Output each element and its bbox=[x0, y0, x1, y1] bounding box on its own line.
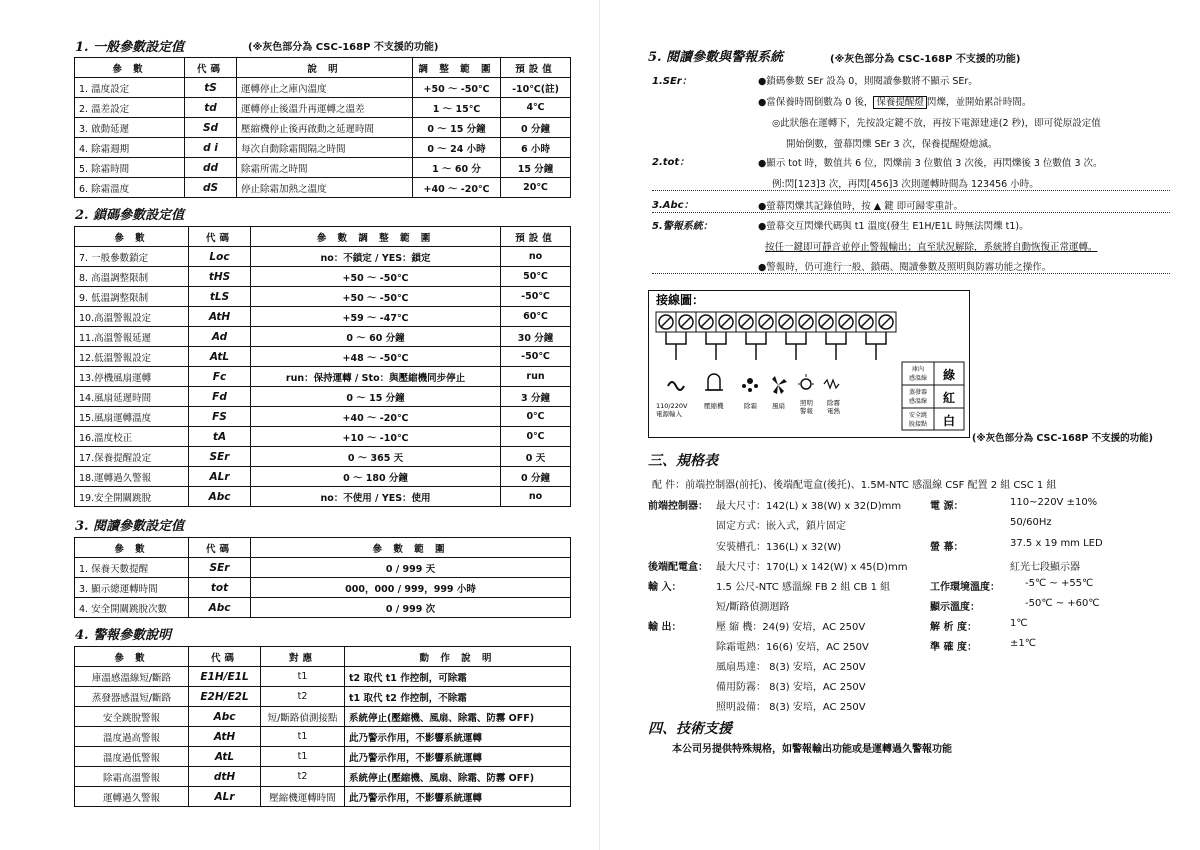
table-cell: 除霜高溫警報 bbox=[75, 767, 189, 787]
table-cell: -50℃ bbox=[501, 287, 571, 307]
divider bbox=[652, 273, 1170, 274]
spec-label: 輸 出： bbox=[648, 622, 682, 633]
divider bbox=[652, 212, 1170, 213]
table-cell: Fc bbox=[189, 367, 251, 387]
table-cell: 0 ～ 15 分鐘 bbox=[251, 387, 501, 407]
wiring-diagram bbox=[648, 290, 970, 438]
spec-value: 1℃ bbox=[1010, 618, 1028, 629]
table-row bbox=[75, 247, 571, 267]
table-cell: run：保持運轉 / Sto：與壓縮機同步停止 bbox=[251, 367, 501, 387]
svg-text:除霜: 除霜 bbox=[744, 402, 757, 410]
table-cell: tLS bbox=[189, 287, 251, 307]
table-cell: 15 分鐘 bbox=[501, 158, 571, 178]
table-cell: 4℃ bbox=[501, 98, 571, 118]
table-cell: 17.保養提醒設定 bbox=[75, 447, 189, 467]
table-cell: t1 bbox=[261, 727, 345, 747]
alarm-line: ●警報時，仍可進行一般、鎖碼、閱讀參數及照明與防霧功能之操作。 bbox=[758, 262, 1052, 273]
table-cell: 0 ～ 24 小時 bbox=[413, 138, 501, 158]
ser-line: 開始倒數，螢幕閃爍 SEr 3 次，保養提醒燈熄滅。 bbox=[786, 139, 998, 150]
table-row bbox=[75, 787, 571, 807]
spec-label: 前端控制器： bbox=[648, 501, 708, 512]
table-cell: Loc bbox=[189, 247, 251, 267]
section1-title: 1. 一般參數設定值 bbox=[75, 40, 185, 55]
table-cell: 1 ～ 15℃ bbox=[413, 98, 501, 118]
table-cell: 8. 高溫調整限制 bbox=[75, 267, 189, 287]
table-cell: 運轉停止之庫內溫度 bbox=[237, 78, 413, 98]
right-page bbox=[600, 0, 1200, 850]
table-row bbox=[75, 727, 571, 747]
table-cell: AtL bbox=[189, 747, 261, 767]
table-row bbox=[75, 598, 571, 618]
side-label: 脫接點 bbox=[908, 421, 928, 428]
table-cell: 6 小時 bbox=[501, 138, 571, 158]
table-cell: +10 ～ -10℃ bbox=[251, 427, 501, 447]
spec-label: 輸 入： bbox=[648, 582, 682, 593]
table-cell: 系統停止(壓縮機、風扇、除霜、防霧 OFF) bbox=[345, 707, 571, 727]
table-cell: 20℃ bbox=[501, 178, 571, 198]
spec-value: 除霜電熱：16(6) 安培，AC 250V bbox=[716, 642, 869, 653]
ser-line-part: ●當保養時間倒數為 0 後， bbox=[758, 97, 874, 108]
spec-value: 備用防霧： 8(3) 安培，AC 250V bbox=[716, 682, 866, 693]
header-cell: 參 數 bbox=[75, 647, 189, 667]
section3-title: 3. 閱讀參數設定值 bbox=[75, 519, 185, 534]
table-cell: Abc bbox=[189, 707, 261, 727]
table-cell: 運轉過久警報 bbox=[75, 787, 189, 807]
table-cell: 運轉停止後溫升再運轉之溫差 bbox=[237, 98, 413, 118]
spec-value: -50℃ ~ +60℃ bbox=[1025, 598, 1100, 609]
table-cell: 蒸發器感溫短/斷路 bbox=[75, 687, 189, 707]
maintenance-lamp-label: 保養提醒燈 bbox=[873, 96, 927, 109]
svg-text:警報: 警報 bbox=[800, 407, 813, 415]
table-cell: -10℃(註) bbox=[501, 78, 571, 98]
table-cell: AtH bbox=[189, 307, 251, 327]
spec-value: 最大尺寸：170(L) x 142(W) x 45(D)mm bbox=[716, 562, 908, 573]
table-header-row bbox=[75, 227, 571, 247]
table-cell: Ad bbox=[189, 327, 251, 347]
table-cell: -50℃ bbox=[501, 347, 571, 367]
spec-value: 風扇馬達： 8(3) 安培，AC 250V bbox=[716, 662, 866, 673]
header-cell: 參 數 調 整 範 圍 bbox=[251, 227, 501, 247]
table-header-row bbox=[75, 58, 571, 78]
spec-value: 37.5 x 19 mm LED bbox=[1010, 538, 1103, 549]
wire-color-red: 紅 bbox=[942, 391, 956, 405]
table-cell: 15.風扇運轉溫度 bbox=[75, 407, 189, 427]
table-cell: 此乃警示作用，不影響系統運轉 bbox=[345, 727, 571, 747]
table-cell: 5. 除霜時間 bbox=[75, 158, 185, 178]
ser-line: ●鎖碼參數 SEr 設為 0，則閱讀參數將不顯示 SEr。 bbox=[758, 76, 978, 87]
table-cell: 1. 溫度設定 bbox=[75, 78, 185, 98]
side-label: 感溫線 bbox=[908, 375, 928, 382]
header-cell: 參 數 bbox=[75, 58, 185, 78]
table-cell: t1 取代 t2 作控制，不除霜 bbox=[345, 687, 571, 707]
table-cell: 7. 一般參數鎖定 bbox=[75, 247, 189, 267]
section5-title: 5. 閱讀參數與警報系統 bbox=[648, 50, 784, 65]
table-cell: 0 ～ 15 分鐘 bbox=[413, 118, 501, 138]
spec-label: 電 源： bbox=[930, 501, 964, 512]
table-cell: 2. 溫差設定 bbox=[75, 98, 185, 118]
table-cell: 16.溫度校正 bbox=[75, 427, 189, 447]
table-cell: 19.安全開關跳脫 bbox=[75, 487, 189, 507]
ser-line bbox=[758, 94, 1031, 108]
table-cell: 12.低溫警報設定 bbox=[75, 347, 189, 367]
table-row bbox=[75, 767, 571, 787]
table-cell: 安全跳脫警報 bbox=[75, 707, 189, 727]
table-cell: E2H/E2L bbox=[189, 687, 261, 707]
table-row bbox=[75, 558, 571, 578]
table-row bbox=[75, 687, 571, 707]
table-cell: 0 ～ 365 天 bbox=[251, 447, 501, 467]
table-cell: 溫度過低警報 bbox=[75, 747, 189, 767]
table-cell: 10.高溫警報設定 bbox=[75, 307, 189, 327]
table-cell: 000，000 / 999，999 小時 bbox=[251, 578, 571, 598]
side-label: 庫內 bbox=[911, 366, 925, 373]
support-text: 本公司另提供特殊規格，如警報輸出功能或是運轉過久警報功能 bbox=[672, 744, 952, 755]
table-cell: +59 ～ -47℃ bbox=[251, 307, 501, 327]
header-cell: 預設值 bbox=[501, 58, 571, 78]
table-cell: 0 / 999 次 bbox=[251, 598, 571, 618]
table-row bbox=[75, 118, 571, 138]
table-row bbox=[75, 327, 571, 347]
table-cell: no bbox=[501, 247, 571, 267]
table-cell: 4. 除霜週期 bbox=[75, 138, 185, 158]
table-cell: 3 分鐘 bbox=[501, 387, 571, 407]
table-cell: dtH bbox=[189, 767, 261, 787]
ser-label: 1.SEr： bbox=[652, 76, 692, 87]
table-cell: 60℃ bbox=[501, 307, 571, 327]
table-cell: no bbox=[501, 487, 571, 507]
table-cell: SEr bbox=[189, 447, 251, 467]
table-cell: 0℃ bbox=[501, 407, 571, 427]
spec-label: 準 確 度： bbox=[930, 642, 977, 653]
table-row bbox=[75, 387, 571, 407]
table-cell: Sd bbox=[185, 118, 237, 138]
read-params-table bbox=[74, 537, 571, 618]
table-row bbox=[75, 78, 571, 98]
header-cell: 參 數 bbox=[75, 227, 189, 247]
spec-value: 固定方式：嵌入式，鎖片固定 bbox=[716, 521, 846, 532]
table-cell: +48 ～ -50℃ bbox=[251, 347, 501, 367]
table-cell: SEr bbox=[189, 558, 251, 578]
table-row bbox=[75, 578, 571, 598]
table-cell: +50 ～ -50℃ bbox=[251, 287, 501, 307]
table-cell: td bbox=[185, 98, 237, 118]
table-cell: 除霜所需之時間 bbox=[237, 158, 413, 178]
alarm-params-table bbox=[74, 646, 571, 807]
ser-line-part: 閃爍，並開始累計時間。 bbox=[926, 97, 1032, 108]
table-cell: 6. 除霜溫度 bbox=[75, 178, 185, 198]
table-cell: t2 取代 t1 作控制，可除霜 bbox=[345, 667, 571, 687]
table-cell: Abc bbox=[189, 598, 251, 618]
svg-text:110/220V: 110/220V bbox=[656, 402, 688, 410]
table-cell: tA bbox=[189, 427, 251, 447]
header-cell: 調 整 範 圍 bbox=[413, 58, 501, 78]
table-cell: 1 ～ 60 分 bbox=[413, 158, 501, 178]
section1-note: (※灰色部分為 CSC-168P 不支援的功能) bbox=[248, 42, 439, 53]
header-cell: 參 數 範 圍 bbox=[251, 538, 571, 558]
abc-label: 3.Abc： bbox=[652, 200, 694, 211]
spec-value: 1.5 公尺-NTC 感溫線 FB 2 組 CB 1 組 bbox=[716, 582, 891, 593]
table-cell: 壓縮機停止後再啟動之延遲時間 bbox=[237, 118, 413, 138]
spec-value: 壓 縮 機：24(9) 安培，AC 250V bbox=[716, 622, 866, 633]
table-cell: 0 ～ 60 分鐘 bbox=[251, 327, 501, 347]
table-cell: t2 bbox=[261, 767, 345, 787]
table-cell: AtL bbox=[189, 347, 251, 367]
table-cell: 0 / 999 天 bbox=[251, 558, 571, 578]
section-spec-title: 三、規格表 bbox=[648, 453, 718, 469]
table-cell: 溫度過高警報 bbox=[75, 727, 189, 747]
side-label: 感溫線 bbox=[908, 398, 928, 405]
alarm-line: 按任一鍵即可靜音並停止警報輸出；直至狀況解除，系統將自動恢復正常運轉。 bbox=[765, 242, 1098, 253]
table-row bbox=[75, 267, 571, 287]
section-support-title: 四、技術支援 bbox=[648, 721, 732, 737]
table-row bbox=[75, 158, 571, 178]
tot-label: 2.tot： bbox=[652, 157, 690, 168]
table-cell: ALr bbox=[189, 467, 251, 487]
alarm-label: 5.警報系統： bbox=[652, 221, 713, 232]
table-cell: +50 ～ -50℃ bbox=[251, 267, 501, 287]
header-cell: 說 明 bbox=[237, 58, 413, 78]
table-cell: 9. 低溫調整限制 bbox=[75, 287, 189, 307]
table-cell: 短/斷路偵測接點 bbox=[261, 707, 345, 727]
table-cell: run bbox=[501, 367, 571, 387]
spec-parts: 配 件：前端控制器(前托)、後端配電盒(後托)、1.5M-NTC 感溫線 CSF 配置 2 組 CSC 1 組 bbox=[652, 480, 1057, 491]
spec-label: 顯示溫度： bbox=[930, 602, 980, 613]
spec-value: 照明設備： 8(3) 安培，AC 250V bbox=[716, 702, 866, 713]
table-cell: 1. 保養天數提醒 bbox=[75, 558, 189, 578]
table-cell: no：不使用 / YES：使用 bbox=[251, 487, 501, 507]
table-cell: Abc bbox=[189, 487, 251, 507]
spec-value: -5℃ ~ +55℃ bbox=[1025, 578, 1094, 589]
spec-value: 短/斷路偵測迴路 bbox=[716, 602, 790, 613]
svg-text:風扇: 風扇 bbox=[772, 402, 785, 410]
table-cell: FS bbox=[189, 407, 251, 427]
header-cell: 代碼 bbox=[185, 58, 237, 78]
table-cell: 50℃ bbox=[501, 267, 571, 287]
header-cell: 動 作 說 明 bbox=[345, 647, 571, 667]
table-cell: 0 ～ 180 分鐘 bbox=[251, 467, 501, 487]
table-row bbox=[75, 427, 571, 447]
alarm-line: ●螢幕交互閃爍代碼與 t1 溫度(發生 E1H/E1L 時無法閃爍 t1)。 bbox=[758, 221, 1029, 232]
table-cell: t1 bbox=[261, 667, 345, 687]
wire-color-green: 綠 bbox=[942, 368, 956, 382]
table-cell: 30 分鐘 bbox=[501, 327, 571, 347]
section2-title: 2. 鎖碼參數設定值 bbox=[75, 208, 185, 223]
table-row bbox=[75, 307, 571, 327]
table-cell: +40 ～ -20℃ bbox=[413, 178, 501, 198]
table-cell: 13.停機風扇運轉 bbox=[75, 367, 189, 387]
tot-line: 例:閃[123]3 次，再閃[456]3 次則運轉時間為 123456 小時。 bbox=[772, 179, 1039, 190]
table-cell: +50 ～ -50℃ bbox=[413, 78, 501, 98]
table-cell: tHS bbox=[189, 267, 251, 287]
divider bbox=[652, 190, 1170, 191]
spec-label: 螢 幕： bbox=[930, 542, 964, 553]
header-cell: 預設值 bbox=[501, 227, 571, 247]
svg-text:除霧: 除霧 bbox=[827, 399, 840, 407]
table-cell: 停止除霜加熱之溫度 bbox=[237, 178, 413, 198]
table-cell: 0 分鐘 bbox=[501, 118, 571, 138]
section4-title: 4. 警報參數說明 bbox=[75, 628, 172, 643]
table-cell: t1 bbox=[261, 747, 345, 767]
lock-params-table bbox=[74, 226, 571, 507]
table-cell: +40 ～ -20℃ bbox=[251, 407, 501, 427]
tot-line: ●顯示 tot 時，數值共 6 位，閃爍前 3 位數值 3 次後，再閃爍後 3 位數值 3 次。 bbox=[758, 158, 1103, 169]
table-cell: 14.風扇延遲時間 bbox=[75, 387, 189, 407]
table-cell: 4. 安全開關跳脫次數 bbox=[75, 598, 189, 618]
table-cell: 3. 顯示總運轉時間 bbox=[75, 578, 189, 598]
table-cell: 11.高溫警報延遲 bbox=[75, 327, 189, 347]
table-cell: AtH bbox=[189, 727, 261, 747]
header-cell: 參 數 bbox=[75, 538, 189, 558]
table-cell: dS bbox=[185, 178, 237, 198]
table-cell: 此乃警示作用，不影響系統運轉 bbox=[345, 787, 571, 807]
table-cell: E1H/E1L bbox=[189, 667, 261, 687]
header-cell: 代碼 bbox=[189, 647, 261, 667]
table-cell: d i bbox=[185, 138, 237, 158]
table-cell: t2 bbox=[261, 687, 345, 707]
table-cell: 0℃ bbox=[501, 427, 571, 447]
side-label: 安全跳 bbox=[908, 412, 928, 419]
table-header-row bbox=[75, 647, 571, 667]
table-cell: 0 分鐘 bbox=[501, 467, 571, 487]
table-cell: 3. 啟動延遲 bbox=[75, 118, 185, 138]
spec-label: 解 析 度： bbox=[930, 622, 977, 633]
svg-text:壓縮機: 壓縮機 bbox=[704, 402, 724, 410]
general-params-table bbox=[74, 57, 571, 198]
table-header-row bbox=[75, 538, 571, 558]
table-cell: 壓縮機運轉時間 bbox=[261, 787, 345, 807]
wiring-title: 接線圖： bbox=[656, 293, 705, 307]
table-cell: Fd bbox=[189, 387, 251, 407]
table-row bbox=[75, 138, 571, 158]
wire-color-white: 白 bbox=[942, 414, 956, 428]
spec-value: 安裝槽孔：136(L) x 32(W) bbox=[716, 542, 842, 553]
table-row bbox=[75, 707, 571, 727]
abc-line: ●螢幕閃爍其記錄值時，按 ▲ 鍵 即可歸零重計。 bbox=[758, 201, 964, 212]
table-row bbox=[75, 407, 571, 427]
table-cell: tot bbox=[189, 578, 251, 598]
ser-line: ◎此狀態在運轉下，先按設定鍵不放，再按下電源建達(2 秒)，即可從原設定值 bbox=[772, 118, 1101, 129]
table-cell: 18.運轉過久警報 bbox=[75, 467, 189, 487]
table-row bbox=[75, 98, 571, 118]
table-row bbox=[75, 467, 571, 487]
spec-value: ±1℃ bbox=[1010, 638, 1036, 649]
svg-text:照明: 照明 bbox=[800, 399, 813, 407]
table-cell: no：不鎖定 / YES：鎖定 bbox=[251, 247, 501, 267]
wiring-note: (※灰色部分為 CSC-168P 不支援的功能) bbox=[972, 433, 1153, 444]
svg-text:電熱: 電熱 bbox=[827, 407, 840, 415]
header-cell: 對應 bbox=[261, 647, 345, 667]
table-row bbox=[75, 287, 571, 307]
table-cell: 庫溫感溫線短/斷路 bbox=[75, 667, 189, 687]
spec-value: 50/60Hz bbox=[1010, 517, 1052, 528]
svg-text:電源輸入: 電源輸入 bbox=[656, 410, 682, 418]
table-row bbox=[75, 178, 571, 198]
table-cell: 此乃警示作用，不影響系統運轉 bbox=[345, 747, 571, 767]
spec-label: 後端配電盒： bbox=[648, 562, 708, 573]
table-row bbox=[75, 487, 571, 507]
side-label: 蒸發器 bbox=[908, 389, 928, 396]
table-cell: tS bbox=[185, 78, 237, 98]
table-row bbox=[75, 347, 571, 367]
table-cell: 每次自動除霜間隔之時間 bbox=[237, 138, 413, 158]
spec-label: 工作環境溫度： bbox=[930, 582, 1000, 593]
table-cell: 系統停止(壓縮機、風扇、除霜、防霧 OFF) bbox=[345, 767, 571, 787]
spec-value: 紅光七段顯示器 bbox=[1010, 562, 1080, 573]
header-cell: 代碼 bbox=[189, 538, 251, 558]
header-cell: 代碼 bbox=[189, 227, 251, 247]
table-cell: 0 天 bbox=[501, 447, 571, 467]
table-row bbox=[75, 367, 571, 387]
table-row bbox=[75, 667, 571, 687]
spec-value: 最大尺寸：142(L) x 38(W) x 32(D)mm bbox=[716, 501, 902, 512]
section5-note: (※灰色部分為 CSC-168P 不支援的功能) bbox=[830, 54, 1021, 65]
table-cell: ALr bbox=[189, 787, 261, 807]
table-row bbox=[75, 447, 571, 467]
table-row bbox=[75, 747, 571, 767]
table-cell: dd bbox=[185, 158, 237, 178]
spec-value: 110~220V ±10% bbox=[1010, 497, 1098, 508]
